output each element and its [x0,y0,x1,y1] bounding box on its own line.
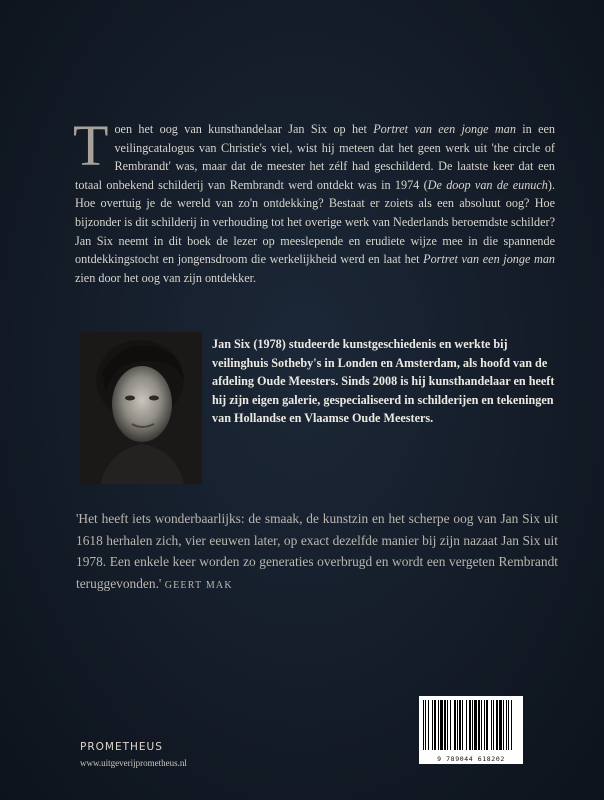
barcode-bar [484,700,485,750]
barcode-bar [432,700,433,750]
barcode-bar [457,700,458,750]
blurb-segment: ). Hoe overtuig je de wereld van zo'n ontdekking? Bestaat er zoiets als een absoluut oog? Hoe bijzonder is dit schilderij in verhouding tot het overige werk van Nederlands beroemdste schilder? Jan Six neemt in dit boek de lezer op meeslepende en erudiete wijze mee in die spannende ontdekkingstocht en jongensdroom die werkelijkheid werd en laat het [75,177,555,267]
blurb-title-italic: Portret van een jonge man [423,252,556,267]
barcode-bar [423,700,424,750]
blurb-body [73,113,556,285]
drop-cap: T [73,113,109,178]
blurb-segment: zien door het oog van zijn ontdekker. [75,270,257,285]
barcode-bar [438,700,439,750]
barcode-bar [481,700,482,750]
blurb-title-italic: De doop van de eunuch [427,177,548,192]
author-bio: Jan Six (1978) studeerde kunstgeschiedenis en werkte bij veilinghuis Sotheby's in Londen en Amsterdam, als hoofd van de afdeling Oude Meesters. Sinds 2008 is hij kunsthandelaar en heeft hij zijn eigen galerie, gespecialiseerd in schilderijen en tekeningen van Hollandse en Vlaamse Oude Meesters. [212,337,555,426]
barcode-bars [419,696,523,754]
barcode-bar [506,700,507,750]
barcode-bar [450,700,451,750]
barcode-bar [511,700,512,750]
barcode-bar [478,700,480,750]
barcode-bar [503,700,504,750]
barcode-bar [474,700,477,750]
quote-attribution: GEERT MAK [164,579,233,591]
barcode-bar [472,700,473,750]
blurb-title-italic: Portret van een jonge man [373,122,516,136]
blurb-segment: in een veilingcatalogus van Christie's viel, wist hij meteen dat het geen werk uit 'the circle of Rembrandt' was, maar dat de meester het zélf had geschilderd. De laatste keer dat een totaal onbekend schilderij van Rembrandt werd ontdekt was in 1974 ( [75,122,556,192]
barcode-digits: 9 789044 618202 [437,755,505,763]
barcode-bar [508,700,509,750]
barcode-bar [499,700,502,750]
barcode-bar [434,700,436,750]
barcode-bar [486,700,488,750]
isbn-barcode [419,696,523,764]
barcode-bar [491,700,492,750]
blurb-segment: oen het oog van kunsthandelaar Jan Six op het [114,122,374,136]
barcode-bar [425,700,426,750]
barcode-bar [428,700,429,750]
quote-text: 'Het heeft iets wonderbaarlijks: de smaak, de kunstzin en het scherpe oog van Jan Six uit 1618 herhalen zich, vier eeuwen later, op exact dezelfde manier bij zijn nazaat Jan Six uit 1978. Een enkele keer worden zo generaties overbrugd en wordt een vergeten Rembrandt teruggevonden.' [76,511,558,591]
barcode-bar [469,700,471,750]
publisher-website: www.uitgeverijprometheus.nl [80,758,187,768]
review-quote [76,508,558,596]
publisher-logo: PROMETHEUS [80,741,163,753]
barcode-bar [447,700,448,750]
barcode-bar [462,700,463,750]
barcode-bar [444,700,446,750]
barcode-bar [466,700,467,750]
barcode-bar [454,700,456,750]
barcode-bar [440,700,443,750]
barcode-bar [493,700,494,750]
blurb-text [73,113,556,287]
author-photo [80,332,202,484]
barcode-bar [459,700,461,750]
barcode-bar [496,700,498,750]
